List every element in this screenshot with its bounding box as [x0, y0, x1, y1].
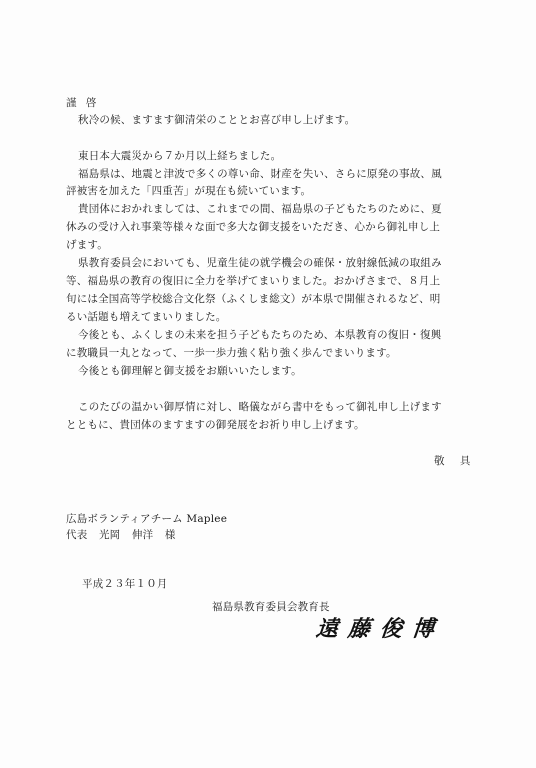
paragraph-line: このたびの温かい御厚情に対し、略儀ながら書中をもって御礼申し上げます — [78, 401, 442, 413]
paragraph-line: 旬には全国高等学校総合文化祭（ふくしま総文）が本県で開催されるなど、明 — [66, 293, 441, 305]
paragraph-line: 福島県は、地震と津波で多くの尊い命、財産を失い、さらに原発の事故、風 — [78, 168, 442, 180]
recipient-name: 代表 光岡 伸洋 様 — [66, 529, 176, 541]
paragraph-line: 等、福島県の教育の復旧に全力を挙げてまいりました。おかげさまで、８月上 — [66, 275, 441, 287]
paragraph-line: げます。 — [66, 239, 108, 251]
paragraph-line: 評被害を加えた「四重苦」が現在も続いています。 — [66, 185, 312, 197]
recipient-organization: 広島ボランティアチーム Maplee — [66, 513, 228, 525]
paragraph-line: 東日本大震災から７か月以上経ちました。 — [78, 150, 282, 162]
salutation: 謹 啓 — [66, 97, 100, 109]
paragraph-line: に教職員一丸となって、一歩一歩力強く粘り強く歩んでまいります。 — [66, 347, 397, 359]
paragraph-line: るい話題も増えてまいりました。 — [66, 311, 227, 323]
paragraph-line: とともに、貴団体のますますの御発展をお祈り申し上げます。 — [66, 419, 365, 431]
paragraph-line: 貴団体におかれましては、これまでの間、福島県の子どもたちのために、夏 — [78, 203, 442, 215]
paragraph-line: 今後とも御理解と御支援をお願いいたします。 — [78, 365, 302, 377]
signer-title: 福島県教育委員会教育長 — [212, 601, 330, 613]
paragraph-line: 県教育委員会においても、児童生徒の就学機会の確保・放射線低減の取組み — [78, 257, 442, 269]
signature: 遠藤俊博 — [314, 616, 446, 642]
paragraph-line: 休みの受け入れ事業等様々な面で多大な御支援をいただき、心から御礼申し上 — [66, 221, 441, 233]
paragraph-line: 今後とも、ふくしまの未来を担う子どもたちのため、本県教育の復旧・復興 — [78, 329, 442, 341]
letter-date: 平成２３年１０月 — [82, 578, 168, 590]
paragraph-greeting: 秋冷の候、ますます御清栄のこととお喜び申し上げます。 — [78, 114, 356, 126]
closing: 敬 具 — [434, 455, 477, 467]
